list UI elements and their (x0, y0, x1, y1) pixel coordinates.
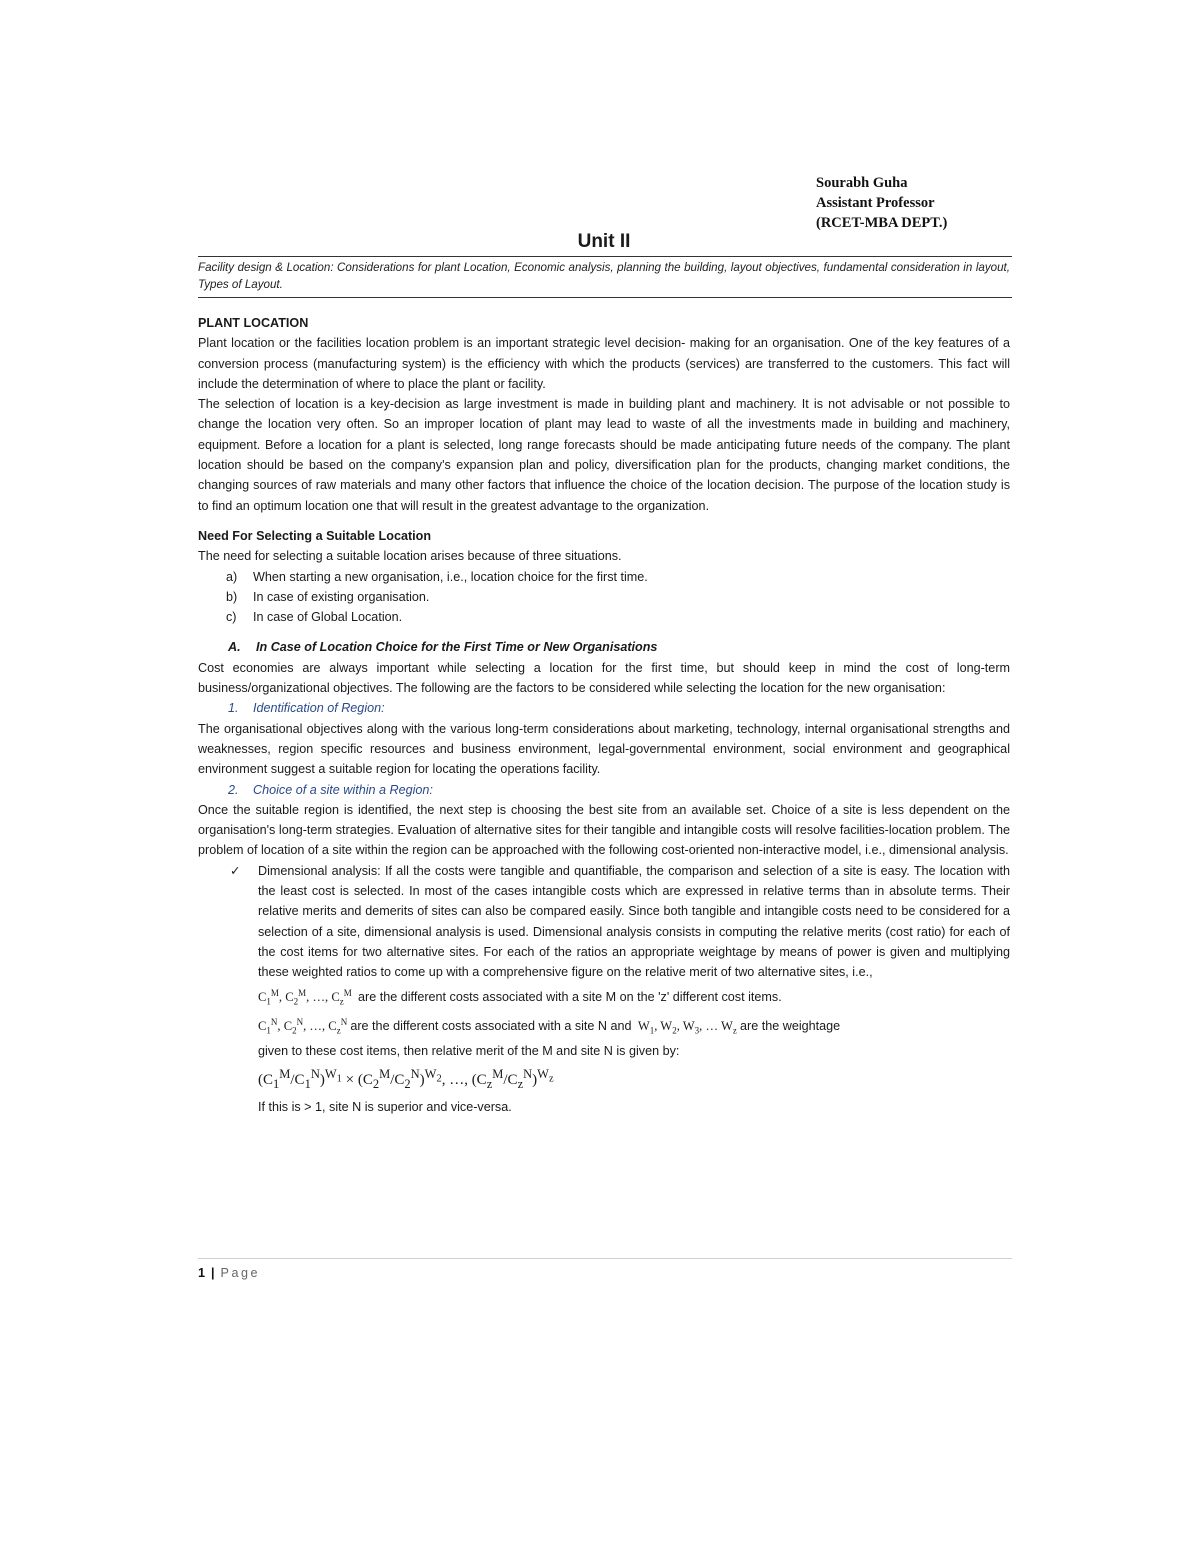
plant-location-para-1: Plant location or the facilities location problem is an important strategic level decision- making for an organisation. One of the key features of a conversion process (manufacturing system) is the efficiency with which the products (services) are transferred to the customers. This fact will include the determination of where to place the plant or facility. (198, 336, 1010, 391)
formula-line-m-text: are the different costs associated with a site M on the 'z' different cost items. (358, 989, 782, 1004)
list-item-text: In case of Global Location. (253, 610, 403, 625)
list-marker: b) (226, 589, 238, 604)
section-a-heading (198, 637, 1010, 657)
list-item (198, 607, 1010, 627)
document-body (198, 313, 1010, 1117)
formula-line-m: $C_1^M$, $C_2^M$, …, $C_z^M$ are the different costs associated with a site M on the 'z' different cost items. (258, 987, 782, 1007)
need-list (198, 567, 1010, 628)
item-2-heading (198, 780, 1010, 800)
page-title: Unit II (577, 231, 631, 252)
item-2-marker: 2. (228, 782, 239, 797)
section-a-marker: A. (228, 640, 241, 655)
formula-line-n: $C_1^N$, $C_2^N$, …, $C_z^N$ are the different costs associated with a site N and $W_1$, $W_2$, $W_3$, … $W_z$ are the weightage (258, 1016, 841, 1036)
syllabus-rule (198, 297, 1012, 298)
list-item (198, 567, 1010, 587)
item-2-title: Choice of a site within a Region: (253, 782, 433, 797)
list-item-text: In case of existing organisation. (253, 589, 430, 604)
author-department: (RCET-MBA DEPT.) (816, 215, 948, 231)
check-mark-icon: ✓ (230, 863, 241, 878)
author-name: Sourabh Guha (816, 175, 908, 191)
page-number: 1 (198, 1266, 206, 1280)
title-rule (198, 256, 1012, 257)
item-2-para: Once the suitable region is identified, the next step is choosing the best site from an available set. Choice of a site is less dependent on the organisation's long-term strategies. Evaluation of alternative sites for their tangible and intangible costs will resolve facilities-location problem. The problem of location of a site within the region can be approached with the following cost-oriented non-interactive model, i.e., dimensional analysis. (198, 802, 1010, 858)
section-a-title: In Case of Location Choice for the First Time or New Organisations (256, 640, 658, 655)
formula-conclusion: If this is > 1, site N is superior and vice-versa. (258, 1099, 512, 1114)
author-block (816, 173, 947, 233)
dimensional-analysis-text: Dimensional analysis: If all the costs were tangible and quantifiable, the comparison and selection of a site is easy. The location with the least cost is selected. In most of the cases intangible costs which are expressed in relative terms than in absolute terms. Their relative merits and demerits of sites can also be compared easily. Since both tangible and intangible costs need to be considered for a selection of a site, dimensional analysis is used. Dimensional analysis consists in computing the relative merits (cost ratio) for each of the cost items for two alternative sites. For each of the ratios an appropriate weightage by means of power is given and multiplying these weighted ratios to come up with a comprehensive figure on the relative merit of two alternative sites, i.e., (258, 863, 1010, 980)
list-item (198, 587, 1010, 607)
footer-rule (198, 1258, 1012, 1259)
plant-location-para-2: The selection of location is a key-decision as large investment is made in building plant and machinery. It is not advisable or not possible to change the location very often. So an improper location of plant may lead to waste of all the investments made in building and machinery, equipment. Before a location for a plant is selected, long range forecasts should be made anticipating future needs of the company. The plant location should be based on the company's expansion plan and policy, diversification plan for the products, changing market conditions, the changing sources of raw materials and many other factors that influence the choice of the location decision. The purpose of the location study is to find an optimum location one that will result in the greatest advantage to the organization. (198, 397, 1010, 513)
list-marker: a) (226, 569, 238, 584)
item-1-para: The organisational objectives along with the various long-term considerations about marketing, technology, internal organisational strengths and weaknesses, region specific resources and business environment, legal-governmental environment, social environment and geographical environment suggest a suitable region for locating the operations facility. (198, 721, 1010, 777)
need-heading: Need For Selecting a Suitable Location (198, 528, 432, 543)
page-word: Page (220, 1266, 260, 1280)
footer-separator: | (211, 1266, 215, 1280)
formula-line-w-text: are the weightage (740, 1018, 841, 1033)
need-intro: The need for selecting a suitable location arises because of three situations. (198, 549, 622, 564)
list-marker: c) (226, 610, 237, 625)
item-1-title: Identification of Region: (253, 701, 385, 716)
plant-location-heading: PLANT LOCATION (198, 316, 309, 330)
section-a-para: Cost economies are always important while selecting a location for the first time, but should keep in mind the cost of long-term business/organizational objectives. The following are the factors to be considered while selecting the location for the new organisation: (198, 660, 1010, 696)
item-1-marker: 1. (228, 701, 239, 716)
author-designation: Assistant Professor (816, 195, 935, 211)
syllabus-text: Facility design & Location: Considerations for plant Location, Economic analysis, planning the building, layout objectives, fundamental consideration in layout, Types of Layout. (198, 261, 1010, 291)
formula-given-text: given to these cost items, then relative merit of the M and site N is given by: (258, 1043, 680, 1058)
page-footer (198, 1265, 260, 1281)
list-item-text: When starting a new organisation, i.e., location choice for the first time. (253, 569, 648, 584)
relative-merit-formula: $(C_1^M/C_1^N)^{W_1} \times (C_2^M/C_2^N)^{W_2}$, …, $(C_z^M/C_z^N)^{W_z}$ (258, 1066, 554, 1091)
dimensional-analysis-item (198, 861, 1010, 983)
item-1-heading (198, 698, 1010, 718)
formula-line-n-text: are the different costs associated with a site N and (350, 1018, 632, 1033)
